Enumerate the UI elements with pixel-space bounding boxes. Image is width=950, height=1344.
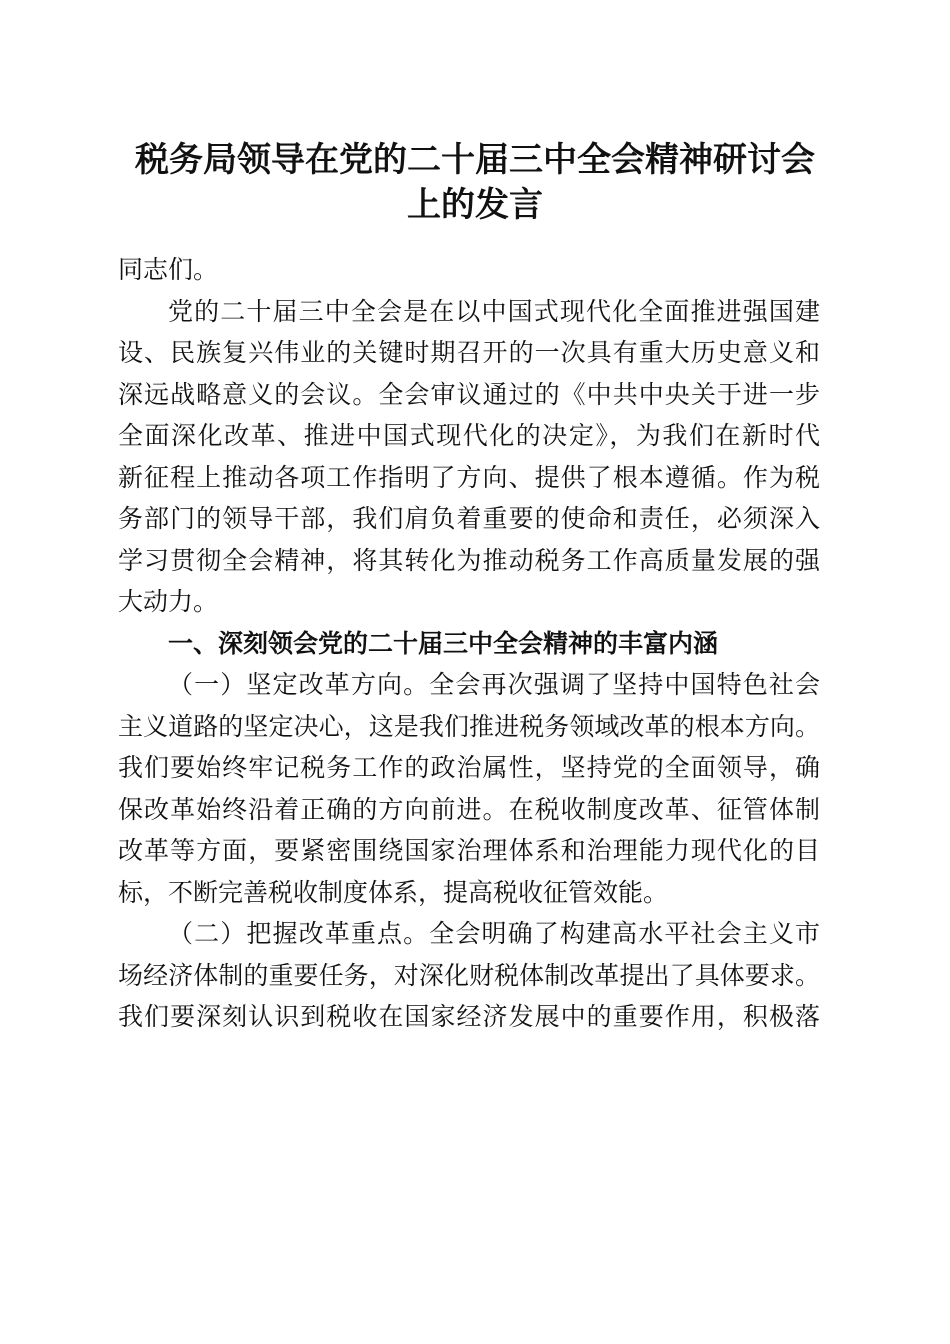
paragraph-line: 设、民族复兴伟业的关键时期召开的一次具有重大历史意义和 (118, 338, 820, 367)
paragraph-line: 全面深化改革、推进中国式现代化的决定》，为我们在新时代 (118, 421, 820, 450)
paragraph-line: 大动力。 (118, 587, 219, 616)
paragraph-line: 保改革始终沿着正确的方向前进。在税收制度改革、征管体制 (118, 794, 820, 824)
paragraph-line: 新征程上推动各项工作指明了方向、提供了根本遵循。作为税 (118, 462, 820, 492)
title-line-2: 上的发言 (407, 185, 543, 225)
paragraph-line: 党的二十届三中全会是在以中国式现代化全面推进强国建 (168, 296, 820, 326)
paragraph-line: 务部门的领导干部，我们肩负着重要的使命和责任，必须深入 (118, 504, 820, 533)
title-line-1: 税务局领导在党的二十届三中全会精神研讨会 (135, 140, 815, 180)
document-body (118, 249, 820, 1038)
paragraph-line: （二）把握改革重点。全会明确了构建高水平社会主义市 (168, 919, 820, 948)
paragraph-line: 场经济体制的重要任务，对深化财税体制改革提出了具体要求。 (118, 960, 820, 990)
paragraph-line: 我们要始终牢记税务工作的政治属性，坚持党的全面领导，确 (118, 753, 820, 782)
paragraph-line: 标，不断完善税收制度体系，提高税收征管效能。 (118, 877, 669, 907)
paragraph-line: （一）坚定改革方向。全会再次强调了坚持中国特色社会 (168, 670, 820, 699)
paragraph-line: 改革等方面，要紧密围绕国家治理体系和治理能力现代化的目 (118, 836, 820, 865)
paragraph-line: 同志们。 (118, 255, 219, 284)
paragraph-line: 主义道路的坚定决心，这是我们推进税务领域改革的根本方向。 (118, 711, 820, 741)
paragraph-line: 深远战略意义的会议。全会审议通过的《中共中央关于进一步 (118, 379, 820, 409)
paragraph-line: 我们要深刻认识到税收在国家经济发展中的重要作用，积极落 (118, 1002, 820, 1031)
document-title (0, 138, 950, 228)
paragraph-line: 学习贯彻全会精神，将其转化为推动税务工作高质量发展的强 (118, 545, 820, 575)
section-heading: 一、深刻领会党的二十届三中全会精神的丰富内涵 (168, 628, 719, 658)
